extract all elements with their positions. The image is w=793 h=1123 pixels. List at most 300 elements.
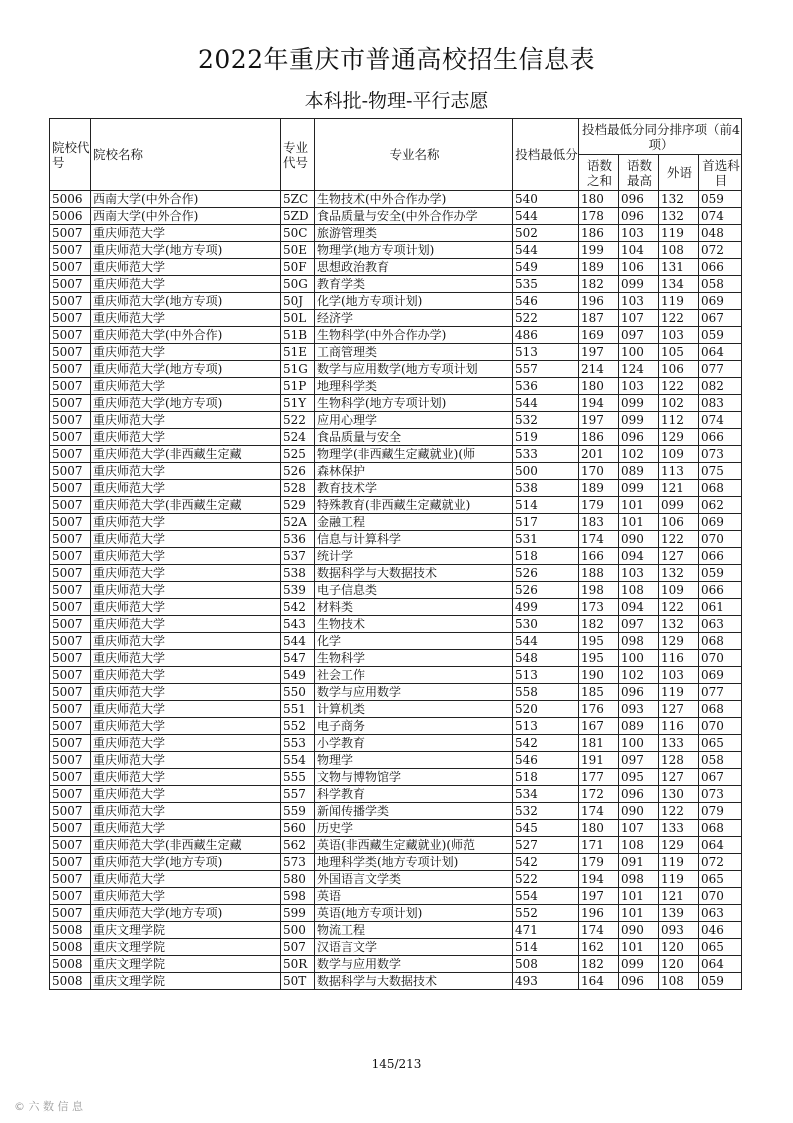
- cell-tb-foreign: 113: [659, 463, 699, 480]
- cell-min-score: 538: [513, 480, 579, 497]
- table-row: [50, 871, 742, 888]
- cell-tb-sum: 166: [579, 548, 619, 565]
- table-row: [50, 599, 742, 616]
- cell-school-code: 5006: [50, 208, 91, 225]
- cell-min-score: 546: [513, 752, 579, 769]
- cell-major-code: 552: [281, 718, 315, 735]
- cell-tb-max: 097: [619, 752, 659, 769]
- cell-tb-foreign: 132: [659, 208, 699, 225]
- table-row: [50, 888, 742, 905]
- cell-major-name: 计算机类: [315, 701, 513, 718]
- cell-school-code: 5008: [50, 956, 91, 973]
- cell-school-name: 重庆师范大学(中外合作): [91, 327, 281, 344]
- cell-major-name: 电子信息类: [315, 582, 513, 599]
- table-body: [50, 191, 742, 990]
- table-row: [50, 344, 742, 361]
- admission-table: [49, 118, 742, 990]
- cell-school-name: 重庆师范大学: [91, 276, 281, 293]
- cell-tb-sum: 190: [579, 667, 619, 684]
- cell-major-code: 580: [281, 871, 315, 888]
- table-row: [50, 531, 742, 548]
- cell-min-score: 542: [513, 735, 579, 752]
- cell-school-code: 5007: [50, 276, 91, 293]
- cell-major-name: 英语: [315, 888, 513, 905]
- cell-school-code: 5007: [50, 667, 91, 684]
- cell-min-score: 517: [513, 514, 579, 531]
- cell-major-code: 51B: [281, 327, 315, 344]
- cell-school-name: 重庆师范大学(非西藏生定藏: [91, 446, 281, 463]
- cell-major-code: 50C: [281, 225, 315, 242]
- cell-tb-first-subject: 059: [699, 565, 742, 582]
- cell-tb-sum: 189: [579, 480, 619, 497]
- cell-tb-first-subject: 058: [699, 752, 742, 769]
- cell-min-score: 518: [513, 769, 579, 786]
- cell-tb-first-subject: 075: [699, 463, 742, 480]
- cell-tb-first-subject: 046: [699, 922, 742, 939]
- cell-tb-first-subject: 064: [699, 344, 742, 361]
- cell-tb-foreign: 106: [659, 514, 699, 531]
- cell-min-score: 546: [513, 293, 579, 310]
- cell-major-name: 特殊教育(非西藏生定藏就业): [315, 497, 513, 514]
- cell-major-code: 51P: [281, 378, 315, 395]
- cell-major-name: 生物科学(地方专项计划): [315, 395, 513, 412]
- cell-tb-foreign: 108: [659, 973, 699, 990]
- cell-major-code: 544: [281, 633, 315, 650]
- cell-tb-first-subject: 067: [699, 310, 742, 327]
- cell-major-code: 547: [281, 650, 315, 667]
- cell-tb-first-subject: 068: [699, 480, 742, 497]
- cell-school-code: 5007: [50, 497, 91, 514]
- cell-school-name: 西南大学(中外合作): [91, 208, 281, 225]
- cell-major-code: 526: [281, 463, 315, 480]
- cell-school-code: 5007: [50, 905, 91, 922]
- cell-major-name: 化学: [315, 633, 513, 650]
- cell-tb-sum: 164: [579, 973, 619, 990]
- cell-min-score: 542: [513, 854, 579, 871]
- cell-major-name: 生物科学: [315, 650, 513, 667]
- table-row: [50, 854, 742, 871]
- cell-tb-first-subject: 074: [699, 208, 742, 225]
- cell-school-name: 重庆师范大学: [91, 820, 281, 837]
- cell-major-name: 森林保护: [315, 463, 513, 480]
- cell-tb-max: 091: [619, 854, 659, 871]
- cell-tb-max: 089: [619, 718, 659, 735]
- cell-school-code: 5007: [50, 837, 91, 854]
- cell-tb-foreign: 103: [659, 327, 699, 344]
- header-major-code: 专业代号: [281, 119, 315, 191]
- cell-tb-foreign: 093: [659, 922, 699, 939]
- table-row: [50, 276, 742, 293]
- cell-tb-first-subject: 070: [699, 718, 742, 735]
- cell-tb-foreign: 108: [659, 242, 699, 259]
- cell-major-name: 外国语言文学类: [315, 871, 513, 888]
- cell-school-code: 5007: [50, 412, 91, 429]
- table-row: [50, 361, 742, 378]
- cell-school-code: 5007: [50, 854, 91, 871]
- cell-tb-foreign: 129: [659, 633, 699, 650]
- cell-major-name: 金融工程: [315, 514, 513, 531]
- cell-school-name: 重庆师范大学: [91, 378, 281, 395]
- cell-tb-max: 099: [619, 276, 659, 293]
- cell-tb-first-subject: 068: [699, 701, 742, 718]
- cell-tb-sum: 182: [579, 616, 619, 633]
- cell-min-score: 544: [513, 242, 579, 259]
- cell-tb-max: 097: [619, 616, 659, 633]
- cell-tb-first-subject: 066: [699, 582, 742, 599]
- cell-min-score: 519: [513, 429, 579, 446]
- cell-tb-sum: 174: [579, 531, 619, 548]
- cell-school-code: 5007: [50, 446, 91, 463]
- cell-major-code: 573: [281, 854, 315, 871]
- cell-tb-first-subject: 079: [699, 803, 742, 820]
- cell-major-code: 542: [281, 599, 315, 616]
- cell-tb-foreign: 119: [659, 225, 699, 242]
- cell-tb-sum: 172: [579, 786, 619, 803]
- cell-school-code: 5007: [50, 786, 91, 803]
- cell-school-name: 重庆文理学院: [91, 956, 281, 973]
- cell-school-code: 5007: [50, 463, 91, 480]
- cell-major-name: 经济学: [315, 310, 513, 327]
- cell-tb-max: 094: [619, 599, 659, 616]
- cell-major-code: 528: [281, 480, 315, 497]
- table-row: [50, 650, 742, 667]
- cell-tb-first-subject: 064: [699, 837, 742, 854]
- cell-min-score: 530: [513, 616, 579, 633]
- cell-min-score: 533: [513, 446, 579, 463]
- cell-major-name: 生物科学(中外合作办学): [315, 327, 513, 344]
- cell-tb-max: 099: [619, 395, 659, 412]
- cell-school-name: 重庆师范大学: [91, 531, 281, 548]
- header-major-name: 专业名称: [315, 119, 513, 191]
- cell-min-score: 513: [513, 667, 579, 684]
- cell-major-code: 522: [281, 412, 315, 429]
- cell-tb-max: 102: [619, 446, 659, 463]
- cell-major-name: 食品质量与安全(中外合作办学: [315, 208, 513, 225]
- cell-school-name: 重庆师范大学: [91, 259, 281, 276]
- cell-school-code: 5007: [50, 548, 91, 565]
- cell-tb-foreign: 121: [659, 480, 699, 497]
- cell-tb-max: 104: [619, 242, 659, 259]
- cell-tb-foreign: 127: [659, 769, 699, 786]
- table-row: [50, 837, 742, 854]
- cell-school-name: 重庆师范大学: [91, 769, 281, 786]
- cell-tb-foreign: 109: [659, 582, 699, 599]
- cell-major-code: 543: [281, 616, 315, 633]
- cell-tb-first-subject: 068: [699, 820, 742, 837]
- cell-major-name: 应用心理学: [315, 412, 513, 429]
- cell-school-code: 5007: [50, 429, 91, 446]
- cell-tb-foreign: 134: [659, 276, 699, 293]
- cell-tb-sum: 195: [579, 633, 619, 650]
- cell-tb-foreign: 116: [659, 718, 699, 735]
- cell-school-name: 重庆文理学院: [91, 939, 281, 956]
- cell-tb-foreign: 129: [659, 429, 699, 446]
- cell-min-score: 500: [513, 463, 579, 480]
- table-row: [50, 446, 742, 463]
- cell-school-code: 5007: [50, 888, 91, 905]
- cell-tb-first-subject: 073: [699, 446, 742, 463]
- cell-major-code: 598: [281, 888, 315, 905]
- cell-major-name: 材料类: [315, 599, 513, 616]
- cell-tb-sum: 197: [579, 344, 619, 361]
- cell-tb-first-subject: 065: [699, 735, 742, 752]
- cell-tb-max: 096: [619, 429, 659, 446]
- cell-school-code: 5007: [50, 684, 91, 701]
- table-row: [50, 701, 742, 718]
- cell-tb-first-subject: 064: [699, 956, 742, 973]
- cell-min-score: 502: [513, 225, 579, 242]
- header-tb-chinese-math-sum: 语数之和: [579, 155, 619, 191]
- cell-tb-first-subject: 072: [699, 242, 742, 259]
- cell-major-name: 地理科学类(地方专项计划): [315, 854, 513, 871]
- watermark-logo: © 六 数 信 息: [14, 1100, 83, 1113]
- table-row: [50, 803, 742, 820]
- cell-tb-max: 108: [619, 837, 659, 854]
- cell-tb-foreign: 119: [659, 871, 699, 888]
- cell-school-code: 5007: [50, 633, 91, 650]
- cell-min-score: 544: [513, 633, 579, 650]
- cell-school-code: 5007: [50, 616, 91, 633]
- cell-min-score: 540: [513, 191, 579, 208]
- cell-major-name: 新闻传播学类: [315, 803, 513, 820]
- cell-tb-max: 090: [619, 922, 659, 939]
- cell-tb-sum: 191: [579, 752, 619, 769]
- cell-school-name: 重庆师范大学: [91, 480, 281, 497]
- cell-major-name: 英语(非西藏生定藏就业)(师范: [315, 837, 513, 854]
- cell-tb-first-subject: 083: [699, 395, 742, 412]
- cell-tb-max: 099: [619, 956, 659, 973]
- cell-school-code: 5007: [50, 820, 91, 837]
- cell-tb-foreign: 129: [659, 837, 699, 854]
- cell-tb-max: 101: [619, 514, 659, 531]
- cell-tb-max: 094: [619, 548, 659, 565]
- cell-tb-first-subject: 066: [699, 429, 742, 446]
- cell-major-name: 生物技术: [315, 616, 513, 633]
- cell-major-code: 553: [281, 735, 315, 752]
- cell-school-name: 重庆师范大学: [91, 344, 281, 361]
- table-row: [50, 310, 742, 327]
- table-row: [50, 582, 742, 599]
- cell-major-code: 500: [281, 922, 315, 939]
- cell-major-code: 599: [281, 905, 315, 922]
- cell-school-name: 重庆师范大学: [91, 803, 281, 820]
- cell-tb-first-subject: 069: [699, 293, 742, 310]
- cell-tb-max: 090: [619, 803, 659, 820]
- cell-tb-max: 101: [619, 888, 659, 905]
- cell-major-code: 525: [281, 446, 315, 463]
- cell-tb-max: 101: [619, 939, 659, 956]
- table-row: [50, 820, 742, 837]
- cell-tb-sum: 171: [579, 837, 619, 854]
- cell-tb-foreign: 122: [659, 378, 699, 395]
- table-row: [50, 480, 742, 497]
- cell-tb-foreign: 119: [659, 854, 699, 871]
- cell-school-code: 5008: [50, 939, 91, 956]
- cell-tb-first-subject: 070: [699, 888, 742, 905]
- cell-school-name: 重庆师范大学: [91, 616, 281, 633]
- cell-school-name: 重庆师范大学: [91, 667, 281, 684]
- cell-school-code: 5007: [50, 327, 91, 344]
- cell-major-name: 历史学: [315, 820, 513, 837]
- cell-school-name: 重庆师范大学: [91, 888, 281, 905]
- cell-tb-max: 089: [619, 463, 659, 480]
- cell-school-name: 重庆师范大学: [91, 684, 281, 701]
- cell-school-name: 重庆师范大学: [91, 752, 281, 769]
- cell-tb-sum: 196: [579, 905, 619, 922]
- cell-tb-sum: 181: [579, 735, 619, 752]
- cell-tb-max: 100: [619, 735, 659, 752]
- cell-major-name: 旅游管理类: [315, 225, 513, 242]
- cell-tb-foreign: 099: [659, 497, 699, 514]
- cell-tb-foreign: 133: [659, 820, 699, 837]
- cell-school-code: 5007: [50, 599, 91, 616]
- cell-min-score: 522: [513, 310, 579, 327]
- cell-tb-sum: 186: [579, 225, 619, 242]
- cell-tb-foreign: 119: [659, 293, 699, 310]
- cell-school-name: 重庆师范大学: [91, 650, 281, 667]
- cell-min-score: 520: [513, 701, 579, 718]
- cell-major-name: 地理科学类: [315, 378, 513, 395]
- cell-major-code: 562: [281, 837, 315, 854]
- cell-tb-max: 103: [619, 293, 659, 310]
- cell-tb-max: 103: [619, 225, 659, 242]
- cell-tb-foreign: 116: [659, 650, 699, 667]
- cell-tb-foreign: 132: [659, 191, 699, 208]
- cell-tb-first-subject: 070: [699, 650, 742, 667]
- cell-school-code: 5007: [50, 565, 91, 582]
- cell-major-name: 数据科学与大数据技术: [315, 565, 513, 582]
- cell-tb-foreign: 120: [659, 939, 699, 956]
- table-row: [50, 565, 742, 582]
- cell-school-name: 重庆师范大学: [91, 429, 281, 446]
- cell-tb-max: 098: [619, 871, 659, 888]
- cell-school-code: 5007: [50, 395, 91, 412]
- cell-tb-first-subject: 077: [699, 684, 742, 701]
- cell-school-code: 5007: [50, 480, 91, 497]
- cell-tb-first-subject: 061: [699, 599, 742, 616]
- cell-min-score: 493: [513, 973, 579, 990]
- cell-major-name: 物流工程: [315, 922, 513, 939]
- table-row: [50, 548, 742, 565]
- table-row: [50, 939, 742, 956]
- cell-school-code: 5008: [50, 973, 91, 990]
- cell-tb-max: 097: [619, 327, 659, 344]
- cell-min-score: 532: [513, 803, 579, 820]
- cell-tb-max: 099: [619, 412, 659, 429]
- cell-school-code: 5007: [50, 769, 91, 786]
- table-row: [50, 735, 742, 752]
- cell-tb-sum: 201: [579, 446, 619, 463]
- cell-min-score: 534: [513, 786, 579, 803]
- cell-major-name: 英语(地方专项计划): [315, 905, 513, 922]
- cell-major-code: 557: [281, 786, 315, 803]
- cell-school-name: 重庆师范大学: [91, 633, 281, 650]
- cell-school-code: 5007: [50, 871, 91, 888]
- table-row: [50, 395, 742, 412]
- cell-tb-max: 103: [619, 378, 659, 395]
- cell-min-score: 536: [513, 378, 579, 395]
- cell-school-code: 5007: [50, 293, 91, 310]
- table-row: [50, 633, 742, 650]
- cell-major-name: 数学与应用数学: [315, 956, 513, 973]
- cell-major-code: 50T: [281, 973, 315, 990]
- cell-school-code: 5007: [50, 242, 91, 259]
- table-row: [50, 514, 742, 531]
- cell-major-name: 物理学(非西藏生定藏就业)(师: [315, 446, 513, 463]
- cell-major-name: 化学(地方专项计划): [315, 293, 513, 310]
- cell-school-code: 5007: [50, 735, 91, 752]
- cell-major-code: 5ZD: [281, 208, 315, 225]
- cell-school-name: 重庆师范大学: [91, 514, 281, 531]
- cell-tb-first-subject: 048: [699, 225, 742, 242]
- cell-school-code: 5007: [50, 225, 91, 242]
- table-row: [50, 378, 742, 395]
- page-subtitle: 本科批-物理-平行志愿: [304, 90, 489, 112]
- cell-tb-sum: 177: [579, 769, 619, 786]
- cell-tb-first-subject: 065: [699, 939, 742, 956]
- table-row: [50, 293, 742, 310]
- cell-tb-sum: 182: [579, 956, 619, 973]
- cell-min-score: 518: [513, 548, 579, 565]
- cell-tb-foreign: 127: [659, 701, 699, 718]
- cell-tb-max: 102: [619, 667, 659, 684]
- cell-tb-foreign: 130: [659, 786, 699, 803]
- cell-tb-max: 101: [619, 497, 659, 514]
- cell-tb-first-subject: 074: [699, 412, 742, 429]
- cell-tb-max: 095: [619, 769, 659, 786]
- cell-major-name: 数据科学与大数据技术: [315, 973, 513, 990]
- cell-tb-sum: 169: [579, 327, 619, 344]
- cell-min-score: 549: [513, 259, 579, 276]
- cell-tb-sum: 176: [579, 701, 619, 718]
- cell-min-score: 514: [513, 939, 579, 956]
- cell-school-name: 重庆师范大学: [91, 463, 281, 480]
- cell-tb-max: 100: [619, 650, 659, 667]
- header-tb-chinese-math-max: 语数最高: [619, 155, 659, 191]
- cell-tb-foreign: 121: [659, 888, 699, 905]
- cell-tb-first-subject: 066: [699, 548, 742, 565]
- cell-school-name: 重庆师范大学(地方专项): [91, 905, 281, 922]
- cell-min-score: 535: [513, 276, 579, 293]
- cell-school-name: 重庆师范大学: [91, 548, 281, 565]
- cell-major-code: 560: [281, 820, 315, 837]
- table-row: [50, 463, 742, 480]
- cell-tb-first-subject: 077: [699, 361, 742, 378]
- cell-tb-first-subject: 059: [699, 327, 742, 344]
- cell-tb-sum: 180: [579, 191, 619, 208]
- cell-major-name: 社会工作: [315, 667, 513, 684]
- table-row: [50, 242, 742, 259]
- cell-major-name: 汉语言文学: [315, 939, 513, 956]
- cell-tb-max: 098: [619, 633, 659, 650]
- table-row: [50, 327, 742, 344]
- cell-major-name: 电子商务: [315, 718, 513, 735]
- cell-tb-sum: 180: [579, 378, 619, 395]
- cell-tb-first-subject: 067: [699, 769, 742, 786]
- cell-school-code: 5007: [50, 701, 91, 718]
- cell-school-name: 重庆师范大学(非西藏生定藏: [91, 837, 281, 854]
- cell-tb-max: 108: [619, 582, 659, 599]
- cell-school-name: 重庆师范大学(非西藏生定藏: [91, 497, 281, 514]
- cell-tb-sum: 179: [579, 854, 619, 871]
- table-row: [50, 429, 742, 446]
- cell-tb-first-subject: 068: [699, 633, 742, 650]
- cell-min-score: 552: [513, 905, 579, 922]
- cell-tb-first-subject: 066: [699, 259, 742, 276]
- cell-major-name: 统计学: [315, 548, 513, 565]
- cell-tb-max: 096: [619, 973, 659, 990]
- cell-tb-first-subject: 073: [699, 786, 742, 803]
